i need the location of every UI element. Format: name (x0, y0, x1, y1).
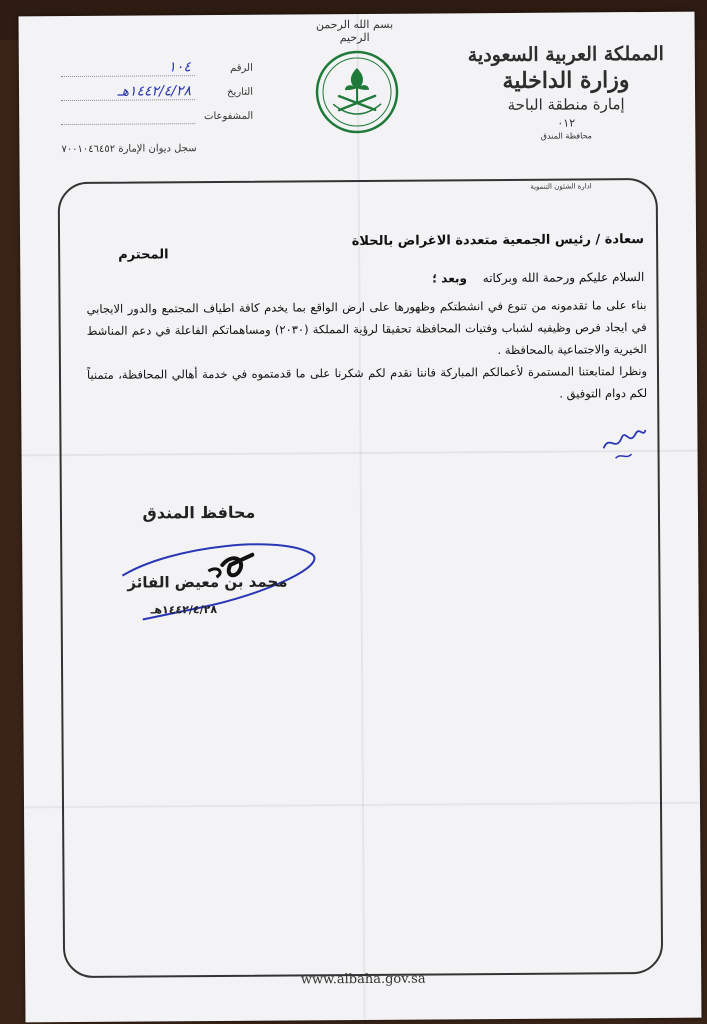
date-label: التاريخ (227, 86, 254, 98)
letterhead-right (461, 42, 672, 143)
date-field (53, 83, 253, 108)
date-value: ١٤٤٢/٤/٢٨هـ (117, 83, 192, 100)
body-paragraph-2: ونظرا لمتابعتنا المستمرة لأعمالكم المباركة فاننا نقدم لكم شكرنا على ما قدمتموه في خدمة أهالي المحافظة، متمنياً لكم دوام التوفيق . (86, 363, 648, 401)
number-value: ١٠٤ (168, 59, 191, 76)
basmala: بسم الله الرحمن الرحيم (315, 17, 394, 45)
letter-paper (18, 12, 701, 1023)
greeting (432, 270, 644, 285)
signature-date: ١٤٤٢/٤/٢٨هـ (150, 603, 218, 617)
registry-number: سجل ديوان الإمارة ٧٠٠١٠٤٦٤٥٢ (61, 143, 197, 156)
governor-title: محافظ المندق (142, 502, 256, 523)
greeting-after: وبعد ؛ (432, 271, 467, 286)
field-line (61, 123, 195, 125)
ministry-name: وزارة الداخلية (502, 67, 630, 94)
greeting-text: السلام عليكم ورحمة الله وبركاته (482, 270, 645, 286)
number-field (53, 59, 253, 84)
honorific: المحترم (118, 247, 169, 263)
attachments-field (53, 107, 253, 132)
department-name: ادارة الشئون التنموية (530, 182, 592, 191)
letterhead-fields (53, 59, 253, 132)
saudi-emblem-icon (315, 50, 400, 135)
number-label: الرقم (230, 62, 253, 74)
addressee: سعادة / رئيس الجمعية متعددة الاغراض بالحلاة (351, 232, 645, 250)
kingdom-name: المملكة العربية السعودية (467, 42, 664, 67)
body-paragraph-1: بناء على ما تقدمونه من تنوع في انشطتكم وظهورها على ارض الواقع بما يخدم كافة اطياف المجتمع والدور الايجابي في ايجاد فرص وظيفيه لشباب وفتيات المحافظة تحقيقا لرؤية المملكة (٢٠٣٠) ومساهماتكم الفاعلة في دعم المناشط الخيرية والاجتماعية بالمحافظة . (86, 297, 647, 358)
governorate-name: محافظة المندق (540, 131, 592, 141)
governor-name: محمد بن معيض الفائز (127, 572, 288, 592)
emirate-code: ٠١٢ (557, 116, 576, 130)
attachments-label: المشفوعات (203, 110, 254, 123)
handwritten-note-icon (595, 408, 651, 464)
field-line (61, 75, 195, 77)
letter-body (86, 294, 647, 408)
emirate-name: إمارة منطقة الباحة (507, 95, 625, 114)
website-url[interactable]: www.albaha.gov.sa (300, 971, 426, 988)
